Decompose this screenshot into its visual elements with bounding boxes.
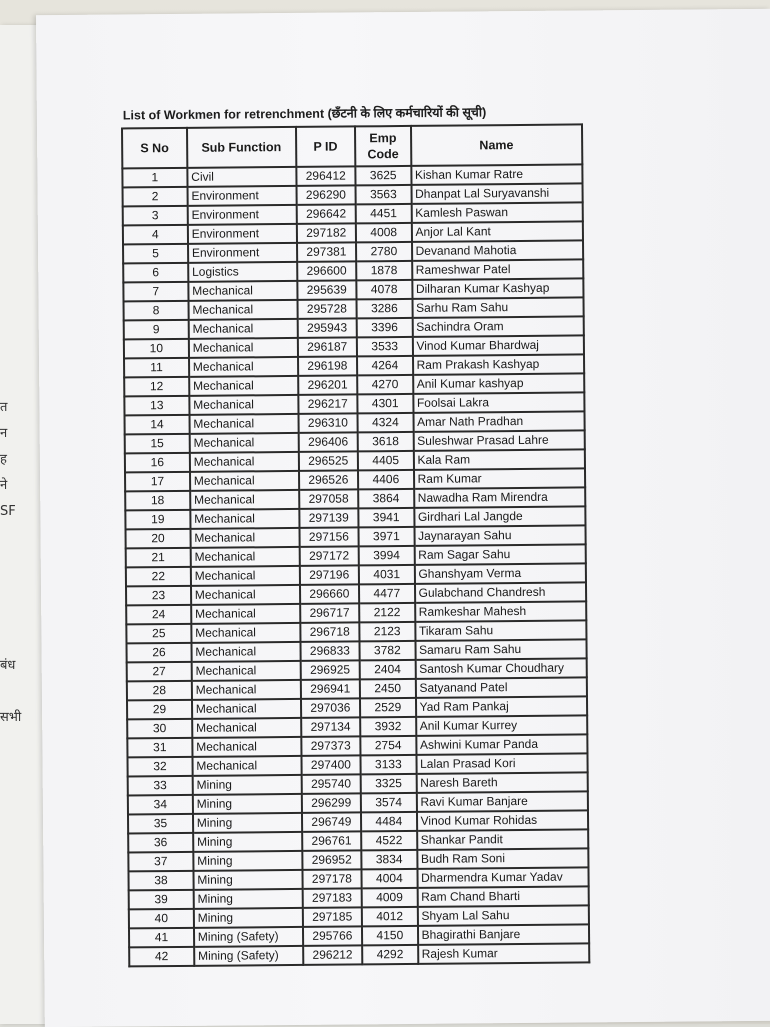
cell-sub-function: Mechanical <box>191 623 300 643</box>
cell-emp-code: 4451 <box>356 204 412 223</box>
cell-name: Kamlesh Paswan <box>411 202 583 222</box>
cell-name: Girdhari Lal Jangde <box>414 506 586 526</box>
cell-emp-code: 1878 <box>356 261 412 280</box>
cell-emp-code: 4009 <box>362 888 418 907</box>
cell-name: Budh Ram Soni <box>417 848 589 868</box>
cell-sno: 17 <box>125 472 190 492</box>
cell-pid: 296660 <box>300 584 360 604</box>
cell-sub-function: Mining <box>193 813 302 833</box>
cell-pid: 297183 <box>302 888 362 908</box>
cell-sno: 33 <box>128 776 193 796</box>
cell-pid: 296600 <box>297 261 357 281</box>
cell-sno: 36 <box>128 833 193 853</box>
cell-sno: 11 <box>124 358 189 378</box>
cell-sno: 13 <box>124 396 189 416</box>
cell-sub-function: Mining <box>193 832 302 852</box>
header-emp-code: Emp Code <box>355 126 411 166</box>
cell-name: Lalan Prasad Kori <box>416 753 588 773</box>
cell-name: Ram Sagar Sahu <box>414 544 586 564</box>
cell-name: Devanand Mahotia <box>412 240 584 260</box>
cell-sub-function: Mechanical <box>188 300 297 320</box>
cell-sno: 24 <box>126 605 191 625</box>
cell-sub-function: Mechanical <box>190 452 299 472</box>
cell-name: Samaru Ram Sahu <box>415 639 587 659</box>
cell-emp-code: 3994 <box>359 546 415 565</box>
cell-sno: 41 <box>129 928 194 948</box>
cell-sub-function: Environment <box>188 224 297 244</box>
header-sno: S No <box>122 128 187 169</box>
cell-emp-code: 4292 <box>362 945 418 964</box>
cell-sno: 38 <box>128 871 193 891</box>
cell-name: Foolsai Lakra <box>413 392 585 412</box>
cell-sno: 26 <box>126 643 191 663</box>
cell-emp-code: 2780 <box>356 242 412 261</box>
fragment-text: ने <box>0 478 8 493</box>
cell-emp-code: 2123 <box>359 622 415 641</box>
cell-name: Satyanand Patel <box>415 677 587 697</box>
cell-sub-function: Mining (Safety) <box>194 927 303 947</box>
cell-emp-code: 4150 <box>362 926 418 945</box>
cell-sub-function: Civil <box>187 167 296 187</box>
fragment-text: सभी <box>0 710 22 725</box>
table-row <box>129 943 589 966</box>
cell-emp-code: 4008 <box>356 223 412 242</box>
cell-name: Vinod Kumar Rohidas <box>416 810 588 830</box>
cell-sno: 23 <box>126 586 191 606</box>
cell-name: Jaynarayan Sahu <box>414 525 586 545</box>
cell-sub-function: Mechanical <box>191 585 300 605</box>
cell-sub-function: Mechanical <box>190 471 299 491</box>
cell-emp-code: 3563 <box>356 185 412 204</box>
cell-emp-code: 3971 <box>359 527 415 546</box>
cell-sno: 5 <box>123 244 188 264</box>
cell-emp-code: 3834 <box>361 850 417 869</box>
cell-pid: 295766 <box>303 926 363 946</box>
cell-sub-function: Mechanical <box>188 281 297 301</box>
cell-sub-function: Mining <box>192 775 301 795</box>
cell-sub-function: Mechanical <box>191 661 300 681</box>
cell-emp-code: 4004 <box>362 869 418 888</box>
cell-name: Dhanpat Lal Suryavanshi <box>411 183 583 203</box>
cell-sno: 31 <box>127 738 192 758</box>
cell-name: Ram Prakash Kashyap <box>413 354 585 374</box>
cell-pid: 297139 <box>299 508 359 528</box>
header-pid: P ID <box>296 126 356 167</box>
cell-sub-function: Mechanical <box>188 319 297 339</box>
cell-emp-code: 4264 <box>357 356 413 375</box>
cell-emp-code: 4078 <box>356 280 412 299</box>
cell-pid: 297134 <box>301 717 361 737</box>
fragment-gap <box>0 679 40 705</box>
fragment-text: ह <box>0 452 7 467</box>
cell-sno: 39 <box>129 890 194 910</box>
cell-sub-function: Mining <box>193 889 302 909</box>
cell-sno: 8 <box>124 301 189 321</box>
cell-sno: 7 <box>123 282 188 302</box>
cell-pid: 296412 <box>296 166 356 186</box>
cell-emp-code: 3864 <box>358 489 414 508</box>
cell-pid: 296406 <box>298 432 358 452</box>
cell-sno: 30 <box>127 719 192 739</box>
cell-pid: 296941 <box>300 679 360 699</box>
cell-pid: 296201 <box>298 375 358 395</box>
cell-name: Nawadha Ram Mirendra <box>414 487 586 507</box>
cell-sno: 29 <box>127 700 192 720</box>
cell-sno: 14 <box>125 415 190 435</box>
cell-pid: 296718 <box>300 622 360 642</box>
cell-sub-function: Environment <box>188 243 297 263</box>
cell-emp-code: 3618 <box>358 432 414 451</box>
cell-sub-function: Mining <box>193 870 302 890</box>
cell-pid: 296198 <box>298 356 358 376</box>
cell-sub-function: Mechanical <box>189 414 298 434</box>
cell-pid: 297400 <box>301 755 361 775</box>
cell-sno: 16 <box>125 453 190 473</box>
cell-sno: 20 <box>126 529 191 549</box>
cell-emp-code: 3533 <box>357 337 413 356</box>
cell-name: Shankar Pandit <box>417 829 589 849</box>
cell-sub-function: Mechanical <box>189 395 298 415</box>
cell-emp-code: 4270 <box>357 375 413 394</box>
cell-emp-code: 4406 <box>358 470 414 489</box>
cell-sno: 25 <box>126 624 191 644</box>
cell-name: Ram Kumar <box>414 468 586 488</box>
cell-name: Kala Ram <box>413 449 585 469</box>
cell-sno: 6 <box>123 263 188 283</box>
cell-pid: 296642 <box>296 204 356 224</box>
cell-name: Gulabchand Chandresh <box>415 582 587 602</box>
cell-sno: 4 <box>123 225 188 245</box>
cell-sub-function: Mining (Safety) <box>194 946 303 966</box>
cell-name: Rajesh Kumar <box>418 943 590 963</box>
cell-sub-function: Mechanical <box>189 357 298 377</box>
cell-pid: 296299 <box>301 793 361 813</box>
cell-emp-code: 3286 <box>357 299 413 318</box>
cell-sno: 9 <box>124 320 189 340</box>
cell-emp-code: 3133 <box>361 755 417 774</box>
cell-sub-function: Mechanical <box>190 547 299 567</box>
cell-emp-code: 2404 <box>360 660 416 679</box>
cell-sno: 40 <box>129 909 194 929</box>
cell-emp-code: 4484 <box>361 812 417 831</box>
cell-name: Suleshwar Prasad Lahre <box>413 430 585 450</box>
header-name: Name <box>411 124 583 165</box>
cell-name: Vinod Kumar Bhardwaj <box>412 335 584 355</box>
fragment-text: त <box>0 400 8 415</box>
cell-pid: 296833 <box>300 641 360 661</box>
cell-pid: 295740 <box>301 774 361 794</box>
cell-sno: 28 <box>127 681 192 701</box>
cell-name: Ashwini Kumar Panda <box>416 734 588 754</box>
fragment-text: SF <box>0 504 16 519</box>
cell-emp-code: 3941 <box>358 508 414 527</box>
cell-sno: 32 <box>127 757 192 777</box>
cell-sno: 2 <box>123 187 188 207</box>
cell-pid: 295728 <box>297 299 357 319</box>
cell-pid: 296212 <box>303 945 363 965</box>
cell-pid: 296761 <box>302 831 362 851</box>
cell-sub-function: Mechanical <box>189 376 298 396</box>
fragment-text: न <box>0 426 8 441</box>
cell-pid: 297156 <box>299 527 359 547</box>
cell-pid: 297182 <box>296 223 356 243</box>
cell-name: Anjor Lal Kant <box>411 221 583 241</box>
cell-pid: 296526 <box>299 470 359 490</box>
cell-emp-code: 4324 <box>358 413 414 432</box>
cell-name: Kishan Kumar Ratre <box>411 164 583 184</box>
cell-sub-function: Mechanical <box>191 642 300 662</box>
cell-pid: 297373 <box>301 736 361 756</box>
cell-sub-function: Mechanical <box>189 433 298 453</box>
cell-pid: 297036 <box>301 698 361 718</box>
fragment-text: बंध <box>0 658 16 673</box>
paper-sheet <box>36 9 770 1027</box>
cell-sno: 27 <box>127 662 192 682</box>
cell-sno: 37 <box>128 852 193 872</box>
cell-sub-function: Mechanical <box>190 528 299 548</box>
cell-sno: 15 <box>125 434 190 454</box>
cell-emp-code: 2754 <box>360 736 416 755</box>
cell-name: Tikaram Sahu <box>415 620 587 640</box>
cell-sub-function: Logistics <box>188 262 297 282</box>
cell-sno: 10 <box>124 339 189 359</box>
cell-sno: 12 <box>124 377 189 397</box>
cell-name: Sachindra Oram <box>412 316 584 336</box>
cell-sub-function: Mining <box>193 851 302 871</box>
table-header-row <box>122 124 582 168</box>
background-text-fragments <box>0 395 40 731</box>
cell-emp-code: 3782 <box>360 641 416 660</box>
cell-emp-code: 2529 <box>360 698 416 717</box>
cell-name: Shyam Lal Sahu <box>417 905 589 925</box>
cell-pid: 296525 <box>298 451 358 471</box>
cell-emp-code: 3396 <box>357 318 413 337</box>
cell-pid: 296952 <box>302 850 362 870</box>
cell-sub-function: Mechanical <box>192 756 301 776</box>
cell-name: Dharmendra Kumar Yadav <box>417 867 589 887</box>
cell-name: Ghanshyam Verma <box>414 563 586 583</box>
cell-sno: 22 <box>126 567 191 587</box>
cell-pid: 297058 <box>299 489 359 509</box>
cell-sno: 19 <box>125 510 190 530</box>
cell-name: Rameshwar Patel <box>412 259 584 279</box>
cell-emp-code: 3325 <box>361 774 417 793</box>
cell-name: Ram Chand Bharti <box>417 886 589 906</box>
cell-sub-function: Environment <box>187 186 296 206</box>
cell-name: Amar Nath Pradhan <box>413 411 585 431</box>
cell-emp-code: 4301 <box>357 394 413 413</box>
cell-emp-code: 3932 <box>360 717 416 736</box>
cell-name: Ramkeshar Mahesh <box>415 601 587 621</box>
cell-sub-function: Mining <box>194 908 303 928</box>
cell-emp-code: 4405 <box>358 451 414 470</box>
cell-emp-code: 3625 <box>355 166 411 185</box>
cell-pid: 297196 <box>299 565 359 585</box>
cell-pid: 297172 <box>299 546 359 566</box>
cell-name: Dilharan Kumar Kashyap <box>412 278 584 298</box>
cell-name: Bhagirathi Banjare <box>417 924 589 944</box>
cell-emp-code: 4522 <box>361 831 417 850</box>
cell-emp-code: 2450 <box>360 679 416 698</box>
cell-name: Naresh Bareth <box>416 772 588 792</box>
cell-name: Sarhu Ram Sahu <box>412 297 584 317</box>
cell-pid: 296217 <box>298 394 358 414</box>
cell-sub-function: Mechanical <box>191 604 300 624</box>
cell-sno: 18 <box>125 491 190 511</box>
cell-pid: 295639 <box>297 280 357 300</box>
cell-name: Yad Ram Pankaj <box>416 696 588 716</box>
cell-sub-function: Mechanical <box>192 718 301 738</box>
cell-sno: 1 <box>122 168 187 188</box>
cell-sub-function: Mining <box>193 794 302 814</box>
cell-sno: 35 <box>128 814 193 834</box>
table-body <box>122 164 589 966</box>
cell-emp-code: 4477 <box>359 584 415 603</box>
cell-sub-function: Mechanical <box>191 566 300 586</box>
cell-pid: 297381 <box>297 242 357 262</box>
cell-sno: 42 <box>129 947 194 967</box>
cell-pid: 296310 <box>298 413 358 433</box>
workmen-table <box>121 123 590 967</box>
cell-sub-function: Mechanical <box>192 737 301 757</box>
fragment-gap <box>0 525 40 653</box>
cell-sno: 3 <box>123 206 188 226</box>
cell-emp-code: 3574 <box>361 793 417 812</box>
cell-name: Anil Kumar kashyap <box>413 373 585 393</box>
cell-emp-code: 2122 <box>359 603 415 622</box>
cell-name: Anil Kumar Kurrey <box>416 715 588 735</box>
cell-name: Santosh Kumar Choudhary <box>415 658 587 678</box>
document-title: List of Workmen for retrenchment (छँटनी के लिए कर्मचारियों की सूची) <box>122 105 487 123</box>
cell-pid: 296925 <box>300 660 360 680</box>
cell-sno: 34 <box>128 795 193 815</box>
cell-sub-function: Mechanical <box>190 490 299 510</box>
cell-sub-function: Mechanical <box>192 680 301 700</box>
cell-pid: 297178 <box>302 869 362 889</box>
cell-emp-code: 4031 <box>359 565 415 584</box>
cell-pid: 296187 <box>297 337 357 357</box>
cell-pid: 296749 <box>302 812 362 832</box>
cell-sub-function: Mechanical <box>192 699 301 719</box>
cell-sub-function: Mechanical <box>189 338 298 358</box>
cell-pid: 296290 <box>296 185 356 205</box>
cell-sub-function: Environment <box>187 205 296 225</box>
cell-pid: 295943 <box>297 318 357 338</box>
header-sub-function: Sub Function <box>187 127 296 168</box>
cell-emp-code: 4012 <box>362 907 418 926</box>
cell-sub-function: Mechanical <box>190 509 299 529</box>
cell-pid: 296717 <box>300 603 360 623</box>
cell-sno: 21 <box>126 548 191 568</box>
cell-pid: 297185 <box>302 907 362 927</box>
cell-name: Ravi Kumar Banjare <box>416 791 588 811</box>
